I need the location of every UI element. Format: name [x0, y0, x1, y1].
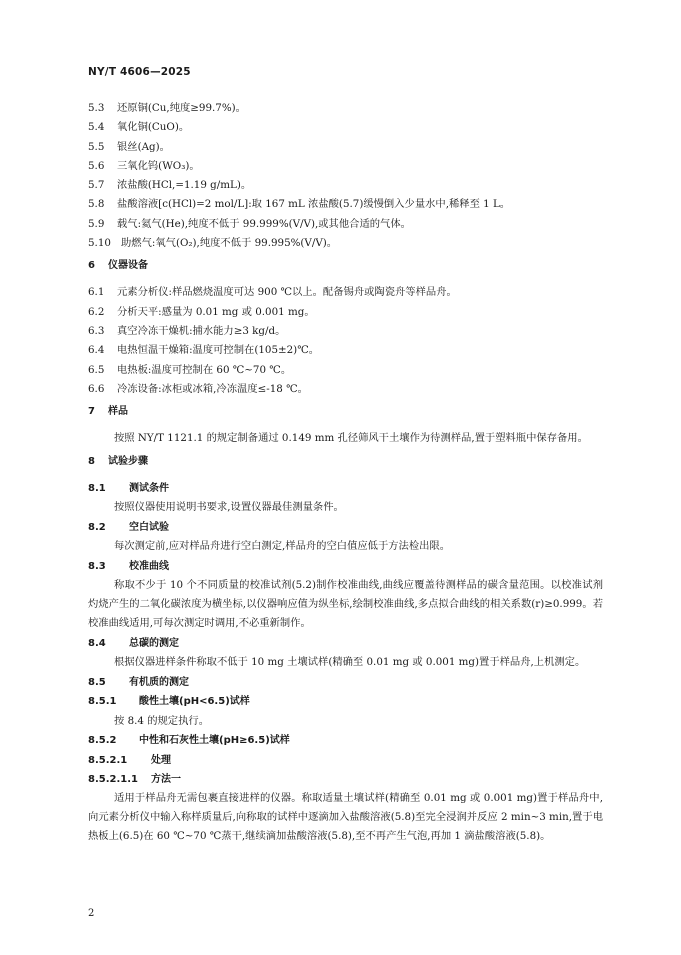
section-heading: 7 样品: [88, 406, 128, 418]
paragraph: 每次测定前,应对样品舟进行空白测定,样品舟的空白值应低于方法检出限。: [114, 540, 451, 553]
list-item: 5.7 浓盐酸(HCl,=1.19 g/mL)。: [88, 179, 252, 192]
list-item: 5.4 氧化铜(CuO)。: [88, 121, 190, 134]
document-body: [88, 99, 603, 847]
subsection-heading: 8.5.2 中性和石灰性土壤(pH≥6.5)试样: [88, 735, 290, 747]
subsection-heading: 8.4 总碳的测定: [88, 637, 179, 649]
list-item: 5.10 助燃气:氧气(O₂),纯度不低于 99.995%(V/V)。: [88, 237, 338, 250]
list-item: 5.9 载气:氦气(He),纯度不低于 99.999%(V/V),或其他合适的气体。: [88, 217, 411, 230]
subsection-heading: 8.5.2.1 处理: [88, 754, 171, 766]
subsection-heading: 8.1 测试条件: [88, 482, 169, 494]
section-heading: 8 试验步骤: [88, 455, 148, 467]
list-item: 5.5 银丝(Ag)。: [88, 140, 170, 153]
paragraph: 称取不少于 10 个不同质量的校准试剂(5.2)制作校准曲线,曲线应覆盖待测样品的碳含量范围。以校准试剂灼烧产生的二氧化碳浓度为横坐标,以仪器响应值为纵坐标,绘制校准曲线,多点拟合曲线的相关系数(r)≥0.999。若校准曲线适用,可每次测定时调用,不必重新制作。: [88, 579, 603, 630]
subsection-heading: 8.5.2.1.1 方法一: [88, 773, 181, 785]
list-item: 6.1 元素分析仪:样品燃烧温度可达 900 ℃以上。配备锡舟或陶瓷舟等样品舟。: [88, 286, 457, 299]
standard-code: NY/T 4606—2025: [88, 66, 191, 78]
list-item: 6.5 电热板:温度可控制在 60 ℃~70 ℃。: [88, 363, 292, 376]
list-item: 6.2 分析天平:感量为 0.01 mg 或 0.001 mg。: [88, 305, 315, 318]
list-item: 5.3 还原铜(Cu,纯度≥99.7%)。: [88, 102, 246, 114]
subsection-heading: 8.2 空白试验: [88, 522, 169, 534]
paragraph: 根据仪器进样条件称取不低于 10 mg 土壤试样(精确至 0.01 mg 或 0.001 mg)置于样品舟,上机测定。: [114, 656, 586, 669]
paragraph: 按 8.4 的规定执行。: [114, 714, 209, 727]
page-number: 2: [88, 908, 95, 919]
paragraph: 适用于样品舟无需包裹直接进样的仪器。称取适量土壤试样(精确至 0.01 mg 或 0.001 mg)置于样品舟中,向元素分析仪中输入称样质量后,向称取的试样中逐滴加入盐酸溶液(5.8)至完全浸润并反应 2 min~3 min,置于电热板上(6.5)在 60 ℃~70 ℃蒸干,继续滴加盐酸溶液(5.8),至不再产生气泡,再加 1 滴盐酸溶液(5.8)。: [88, 792, 603, 842]
paragraph: 按照 NY/T 1121.1 的规定制备通过 0.149 mm 孔径筛风干土壤作为待测样品,置于塑料瓶中保存备用。: [114, 432, 588, 445]
section-heading: 6 仪器设备: [88, 260, 148, 272]
subsection-heading: 8.5 有机质的测定: [88, 676, 189, 688]
subsection-heading: 8.3 校准曲线: [88, 561, 169, 573]
subsection-heading: 8.5.1 酸性土壤(pH<6.5)试样: [88, 696, 250, 708]
list-item: 5.6 三氧化钨(WO₃)。: [88, 159, 200, 172]
list-item: 6.3 真空冷冻干燥机:捕水能力≥3 kg/d。: [88, 324, 286, 337]
list-item: 5.8 盐酸溶液[c(HCl)=2 mol/L]:取 167 mL 浓盐酸(5.7)缓慢倒入少量水中,稀释至 1 L。: [88, 198, 511, 211]
paragraph: 按照仪器使用说明书要求,设置仪器最佳测量条件。: [114, 501, 344, 514]
list-item: 6.4 电热恒温干燥箱:温度可控制在(105±2)℃。: [88, 344, 320, 357]
list-item: 6.6 冷冻设备:冰柜或冰箱,冷冻温度≤-18 ℃。: [88, 382, 308, 395]
